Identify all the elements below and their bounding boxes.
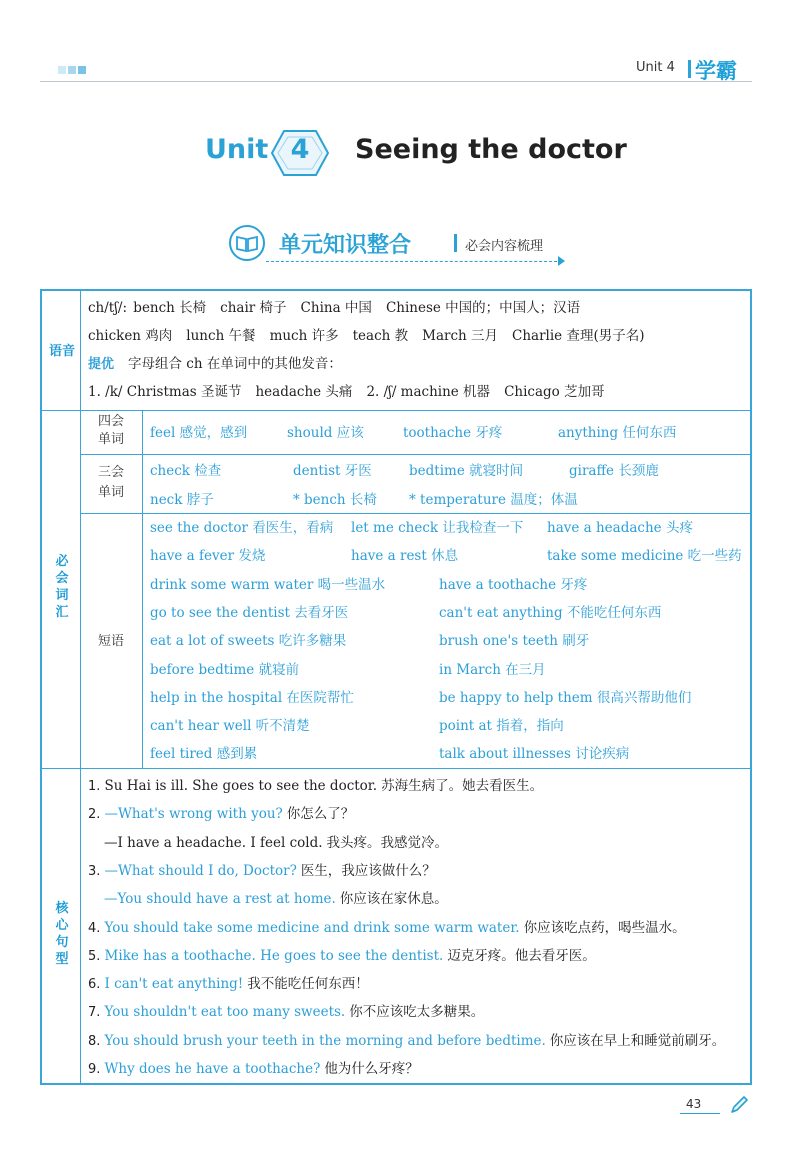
header-separator <box>688 60 691 78</box>
title-unit-number: 4 <box>290 134 310 165</box>
page-title: Seeing the doctor <box>355 134 627 165</box>
pronunciation-segment: 提优 <box>88 357 115 372</box>
phrase-item: have a rest 休息 <box>351 548 459 565</box>
header-rule <box>40 81 752 82</box>
sentence-chinese: 你应该在早上和睡觉前刷牙。 <box>549 1032 726 1049</box>
deco-square <box>68 66 76 74</box>
banner-dashed-line <box>266 261 562 262</box>
pronunciation-segment: Chicago 芝加哥 <box>504 384 605 400</box>
sentence-row <box>88 947 596 966</box>
phrase-item: can't eat anything 不能吃任何东西 <box>439 604 662 621</box>
sentence-english: —You should have a rest at home. <box>104 891 336 908</box>
sentence-row <box>104 890 448 908</box>
vocab-item: dentist 牙医 <box>293 463 372 479</box>
sentence-chinese: 我不能吃任何东西！ <box>247 976 369 993</box>
book-icon <box>228 224 266 262</box>
sentence-chinese: 我头疼。我感觉冷。 <box>326 834 449 851</box>
pencil-icon <box>728 1094 750 1116</box>
sentence-row <box>88 1060 419 1079</box>
pronunciation-segment: chair 椅子 <box>220 300 287 316</box>
banner-separator <box>454 234 457 252</box>
deco-square <box>58 66 66 74</box>
column-divider <box>142 410 143 768</box>
sentence-row <box>88 805 354 824</box>
sentence-english: —What should I do, Doctor? <box>104 862 297 879</box>
phrase-item: help in the hospital 在医院帮忙 <box>150 689 354 706</box>
section-label-vocabulary <box>44 553 80 621</box>
pronunciation-line <box>88 299 594 317</box>
vocab-item: toothache 牙疼 <box>403 425 503 441</box>
pronunciation-segment: ch/tʃ/: <box>88 300 132 316</box>
phrase-item: feel tired 感到累 <box>150 746 258 763</box>
phrase-item: see the doctor 看医生，看病 <box>150 520 334 536</box>
sentence-chinese: 迈克牙疼。他去看牙医。 <box>447 947 596 964</box>
phrase-item: point at 指着，指向 <box>439 718 564 735</box>
pronunciation-segment: March 三月 <box>422 328 498 344</box>
phrase-item: in March 在三月 <box>439 661 546 678</box>
vocab-item: check 检查 <box>150 463 222 479</box>
pronunciation-segment: 2. /ʃ/ machine 机器 <box>366 384 491 400</box>
title-unit-word: Unit <box>205 134 269 165</box>
pronunciation-segment: Charlie 查理(男子名) <box>512 328 645 344</box>
category-four-skill <box>80 413 142 449</box>
header-unit-label: Unit 4 <box>636 60 675 75</box>
vocab-item: * temperature 温度；体温 <box>409 492 578 508</box>
category-three-skill <box>80 463 142 503</box>
phrase-item: drink some warm water 喝一些温水 <box>150 576 386 593</box>
pronunciation-segment: much 许多 <box>269 328 339 344</box>
phrase-item: eat a lot of sweets 吃许多糖果 <box>150 633 347 650</box>
sentence-english: Why does he have a toothache? <box>104 1061 321 1077</box>
sentence-number: 1. <box>88 779 105 794</box>
sentence-english: —What's wrong with you? <box>104 806 283 823</box>
vocab-item: feel 感觉，感到 <box>150 425 248 441</box>
pronunciation-line <box>88 355 356 374</box>
sentence-chinese: 苏海生病了。她去看医生。 <box>381 778 544 794</box>
pronunciation-segment: chicken 鸡肉 <box>88 328 173 344</box>
phrase-item: take some medicine 吃一些药 <box>547 548 742 565</box>
sentence-number: 4. <box>88 920 105 936</box>
section-banner-subtitle: 必会内容梳理 <box>465 239 544 254</box>
pronunciation-segment: lunch 午餐 <box>186 328 256 344</box>
phrase-item: before bedtime 就寝前 <box>150 661 300 678</box>
phrase-item: let me check 让我检查一下 <box>351 520 524 536</box>
sentence-english: Su Hai is ill. She goes to see the doctor. <box>104 778 378 794</box>
vocab-item: bedtime 就寝时间 <box>409 463 524 479</box>
category-label-line: 三会 <box>97 465 124 480</box>
phrase-item: can't hear well 听不清楚 <box>150 718 310 735</box>
page-number: 43 <box>686 1097 702 1111</box>
pronunciation-segment: 1. /k/ Christmas 圣诞节 <box>88 384 242 400</box>
vocab-item: giraffe 长颈鹿 <box>569 463 659 479</box>
sentence-english: Mike has a toothache. He goes to see the dentist. <box>104 947 444 964</box>
sentence-chinese: 你不应该吃太多糖果。 <box>349 1004 485 1021</box>
sentence-row <box>88 777 543 796</box>
sentence-chinese: 医生，我应该做什么？ <box>300 862 436 879</box>
phrase-item: brush one's teeth 刷牙 <box>439 633 590 650</box>
category-label-line: 四会 <box>97 414 124 429</box>
footer-rule <box>680 1113 720 1114</box>
vocab-label-text: 必会词汇 <box>55 554 69 620</box>
knowledge-table <box>40 289 752 1085</box>
vocab-item: anything 任何东西 <box>558 425 677 441</box>
sentence-chinese: 你怎么了？ <box>286 806 355 823</box>
section-label-pronunciation: 语音 <box>48 344 75 359</box>
sentence-number: 9. <box>88 1062 105 1077</box>
pronunciation-segment: China 中国 <box>300 300 372 316</box>
sentence-chinese: 你应该吃点药，喝些温水。 <box>523 919 686 936</box>
deco-square <box>78 66 86 74</box>
category-phrases: 短语 <box>97 634 124 649</box>
section-banner-title: 单元知识整合 <box>279 233 412 258</box>
vocab-item: neck 脖子 <box>150 492 214 508</box>
sentence-row <box>104 834 448 852</box>
sentence-number: 7. <box>88 1005 105 1021</box>
section-label-sentences <box>44 900 80 968</box>
pronunciation-segment: Chinese 中国的；中国人；汉语 <box>385 300 581 316</box>
phrase-item: go to see the dentist 去看牙医 <box>150 604 349 621</box>
vocab-item: * bench 长椅 <box>293 492 377 508</box>
sentence-row <box>88 1032 725 1051</box>
phrase-item: talk about illnesses 讨论疾病 <box>439 746 630 763</box>
sentence-number: 5. <box>88 948 105 964</box>
arrow-right-icon <box>558 256 565 266</box>
row-divider <box>42 410 750 411</box>
vocab-item: should 应该 <box>287 425 364 441</box>
sentence-english: You shouldn't eat too many sweets. <box>104 1004 346 1021</box>
sentence-row <box>88 919 686 938</box>
sentence-english: You should take some medicine and drink some warm water. <box>104 919 520 936</box>
row-divider <box>42 768 750 769</box>
sentence-english: You should brush your teeth in the morning and before bedtime. <box>104 1032 546 1049</box>
sentence-number: 8. <box>88 1033 105 1049</box>
phrase-item: have a headache 头疼 <box>547 520 693 536</box>
sentence-chinese: 他为什么牙疼？ <box>324 1061 419 1077</box>
sentence-row <box>88 1003 484 1022</box>
sentence-english: —I have a headache. I feel cold. <box>104 834 323 851</box>
pronunciation-line <box>88 383 619 401</box>
phrase-item: be happy to help them 很高兴帮助他们 <box>439 689 692 706</box>
pronunciation-segment: 字母组合 ch 在单词中的其他发音： <box>128 356 342 372</box>
sentence-number: 2. <box>88 807 105 823</box>
sentence-number: 6. <box>88 977 105 993</box>
sentences-label-text: 核心句型 <box>55 901 69 967</box>
phrase-item: have a toothache 牙疼 <box>439 576 588 593</box>
pronunciation-line <box>88 327 658 345</box>
pronunciation-segment: headache 头痛 <box>255 384 353 400</box>
sentence-number: 3. <box>88 863 105 879</box>
category-label-line: 单词 <box>97 485 124 500</box>
row-divider <box>80 454 750 455</box>
sentence-row <box>88 975 369 994</box>
row-divider <box>80 513 750 514</box>
sentence-chinese: 你应该在家休息。 <box>339 891 448 908</box>
category-label-line: 单词 <box>97 432 124 447</box>
pronunciation-segment: bench 长椅 <box>133 300 207 316</box>
sentence-row <box>88 862 436 881</box>
pronunciation-segment: teach 教 <box>352 328 409 344</box>
phrase-item: have a fever 发烧 <box>150 548 266 565</box>
brand-logo: 学霸 <box>695 59 737 83</box>
header-decoration <box>58 66 86 74</box>
sentence-english: I can't eat anything! <box>104 976 244 993</box>
